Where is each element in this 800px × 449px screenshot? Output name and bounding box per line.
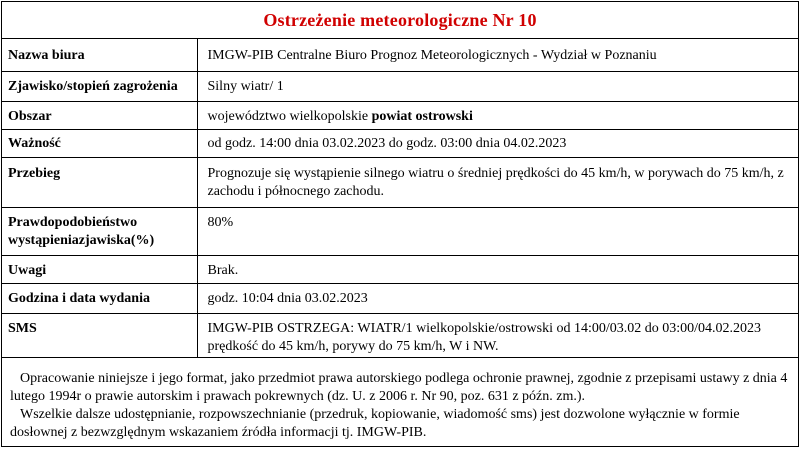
- table-row-issued: [2, 283, 798, 313]
- row-label: Godzina i data wydania: [2, 283, 197, 313]
- row-value: IMGW-PIB Centralne Biuro Prognoz Meteorologicznych - Wydział w Poznaniu: [197, 39, 798, 71]
- table-row-validity: [2, 129, 798, 157]
- row-label: Zjawisko/stopień zagrożenia: [2, 71, 197, 101]
- table-row-course: [2, 157, 798, 207]
- copyright-notice: [2, 358, 798, 442]
- warning-document: [1, 1, 799, 447]
- row-label: SMS: [2, 313, 197, 357]
- table-row-sms: [2, 313, 798, 357]
- copyright-paragraph: Opracowanie niniejsze i jego format, jako przedmiot prawa autorskiego podlega ochronie prawnej, zgodnie z przepisami ustawy z dnia 4 lutego 1994r o prawie autorskim i prawach pokrewnych (dz. U. z 2006 r. Nr 90, poz. 631 z późn. zm.).: [10, 370, 788, 404]
- row-label: Przebieg: [2, 157, 197, 207]
- row-label: Ważność: [2, 129, 197, 157]
- row-label: Prawdopodobieństwo wystąpieniazjawiska(%): [2, 207, 197, 255]
- row-label: Nazwa biura: [2, 39, 197, 71]
- row-value: Prognozuje się wystąpienie silnego wiatru o średniej prędkości do 45 km/h, w porywach do 75 km/h, z zachodu i północnego zachodu.: [197, 157, 798, 207]
- row-value: godz. 10:04 dnia 03.02.2023: [197, 283, 798, 313]
- table-row-probability: [2, 207, 798, 255]
- row-value: Silny wiatr/ 1: [197, 71, 798, 101]
- area-region: województwo wielkopolskie: [207, 108, 372, 124]
- area-county: powiat ostrowski: [371, 108, 473, 124]
- row-value: IMGW-PIB OSTRZEGA: WIATR/1 wielkopolskie/ostrowski od 14:00/03.02 do 03:00/04.02.2023 prędkość do 45 km/h, porywy do 75 km/h, W i NW.: [197, 313, 798, 357]
- row-label: Uwagi: [2, 255, 197, 283]
- row-label: Obszar: [2, 101, 197, 129]
- table-row-remarks: [2, 255, 798, 283]
- table-row-phenomenon: [2, 71, 798, 101]
- row-value: 80%: [197, 207, 798, 255]
- table-row-office: [2, 39, 798, 71]
- row-value: [197, 101, 798, 129]
- table-row-area: [2, 101, 798, 129]
- warning-table: [2, 39, 798, 358]
- distribution-paragraph: Wszelkie dalsze udostępnianie, rozpowszechnianie (przedruk, kopiowanie, wiadomość sms) jest dozwolone wyłącznie w formie dosłownej z bezwzględnym wskazaniem źródła informacji tj. IMGW-PIB.: [10, 406, 740, 440]
- row-value: Brak.: [197, 255, 798, 283]
- document-title: Ostrzeżenie meteorologiczne Nr 10: [2, 2, 798, 39]
- row-value: od godz. 14:00 dnia 03.02.2023 do godz. 03:00 dnia 04.02.2023: [197, 129, 798, 157]
